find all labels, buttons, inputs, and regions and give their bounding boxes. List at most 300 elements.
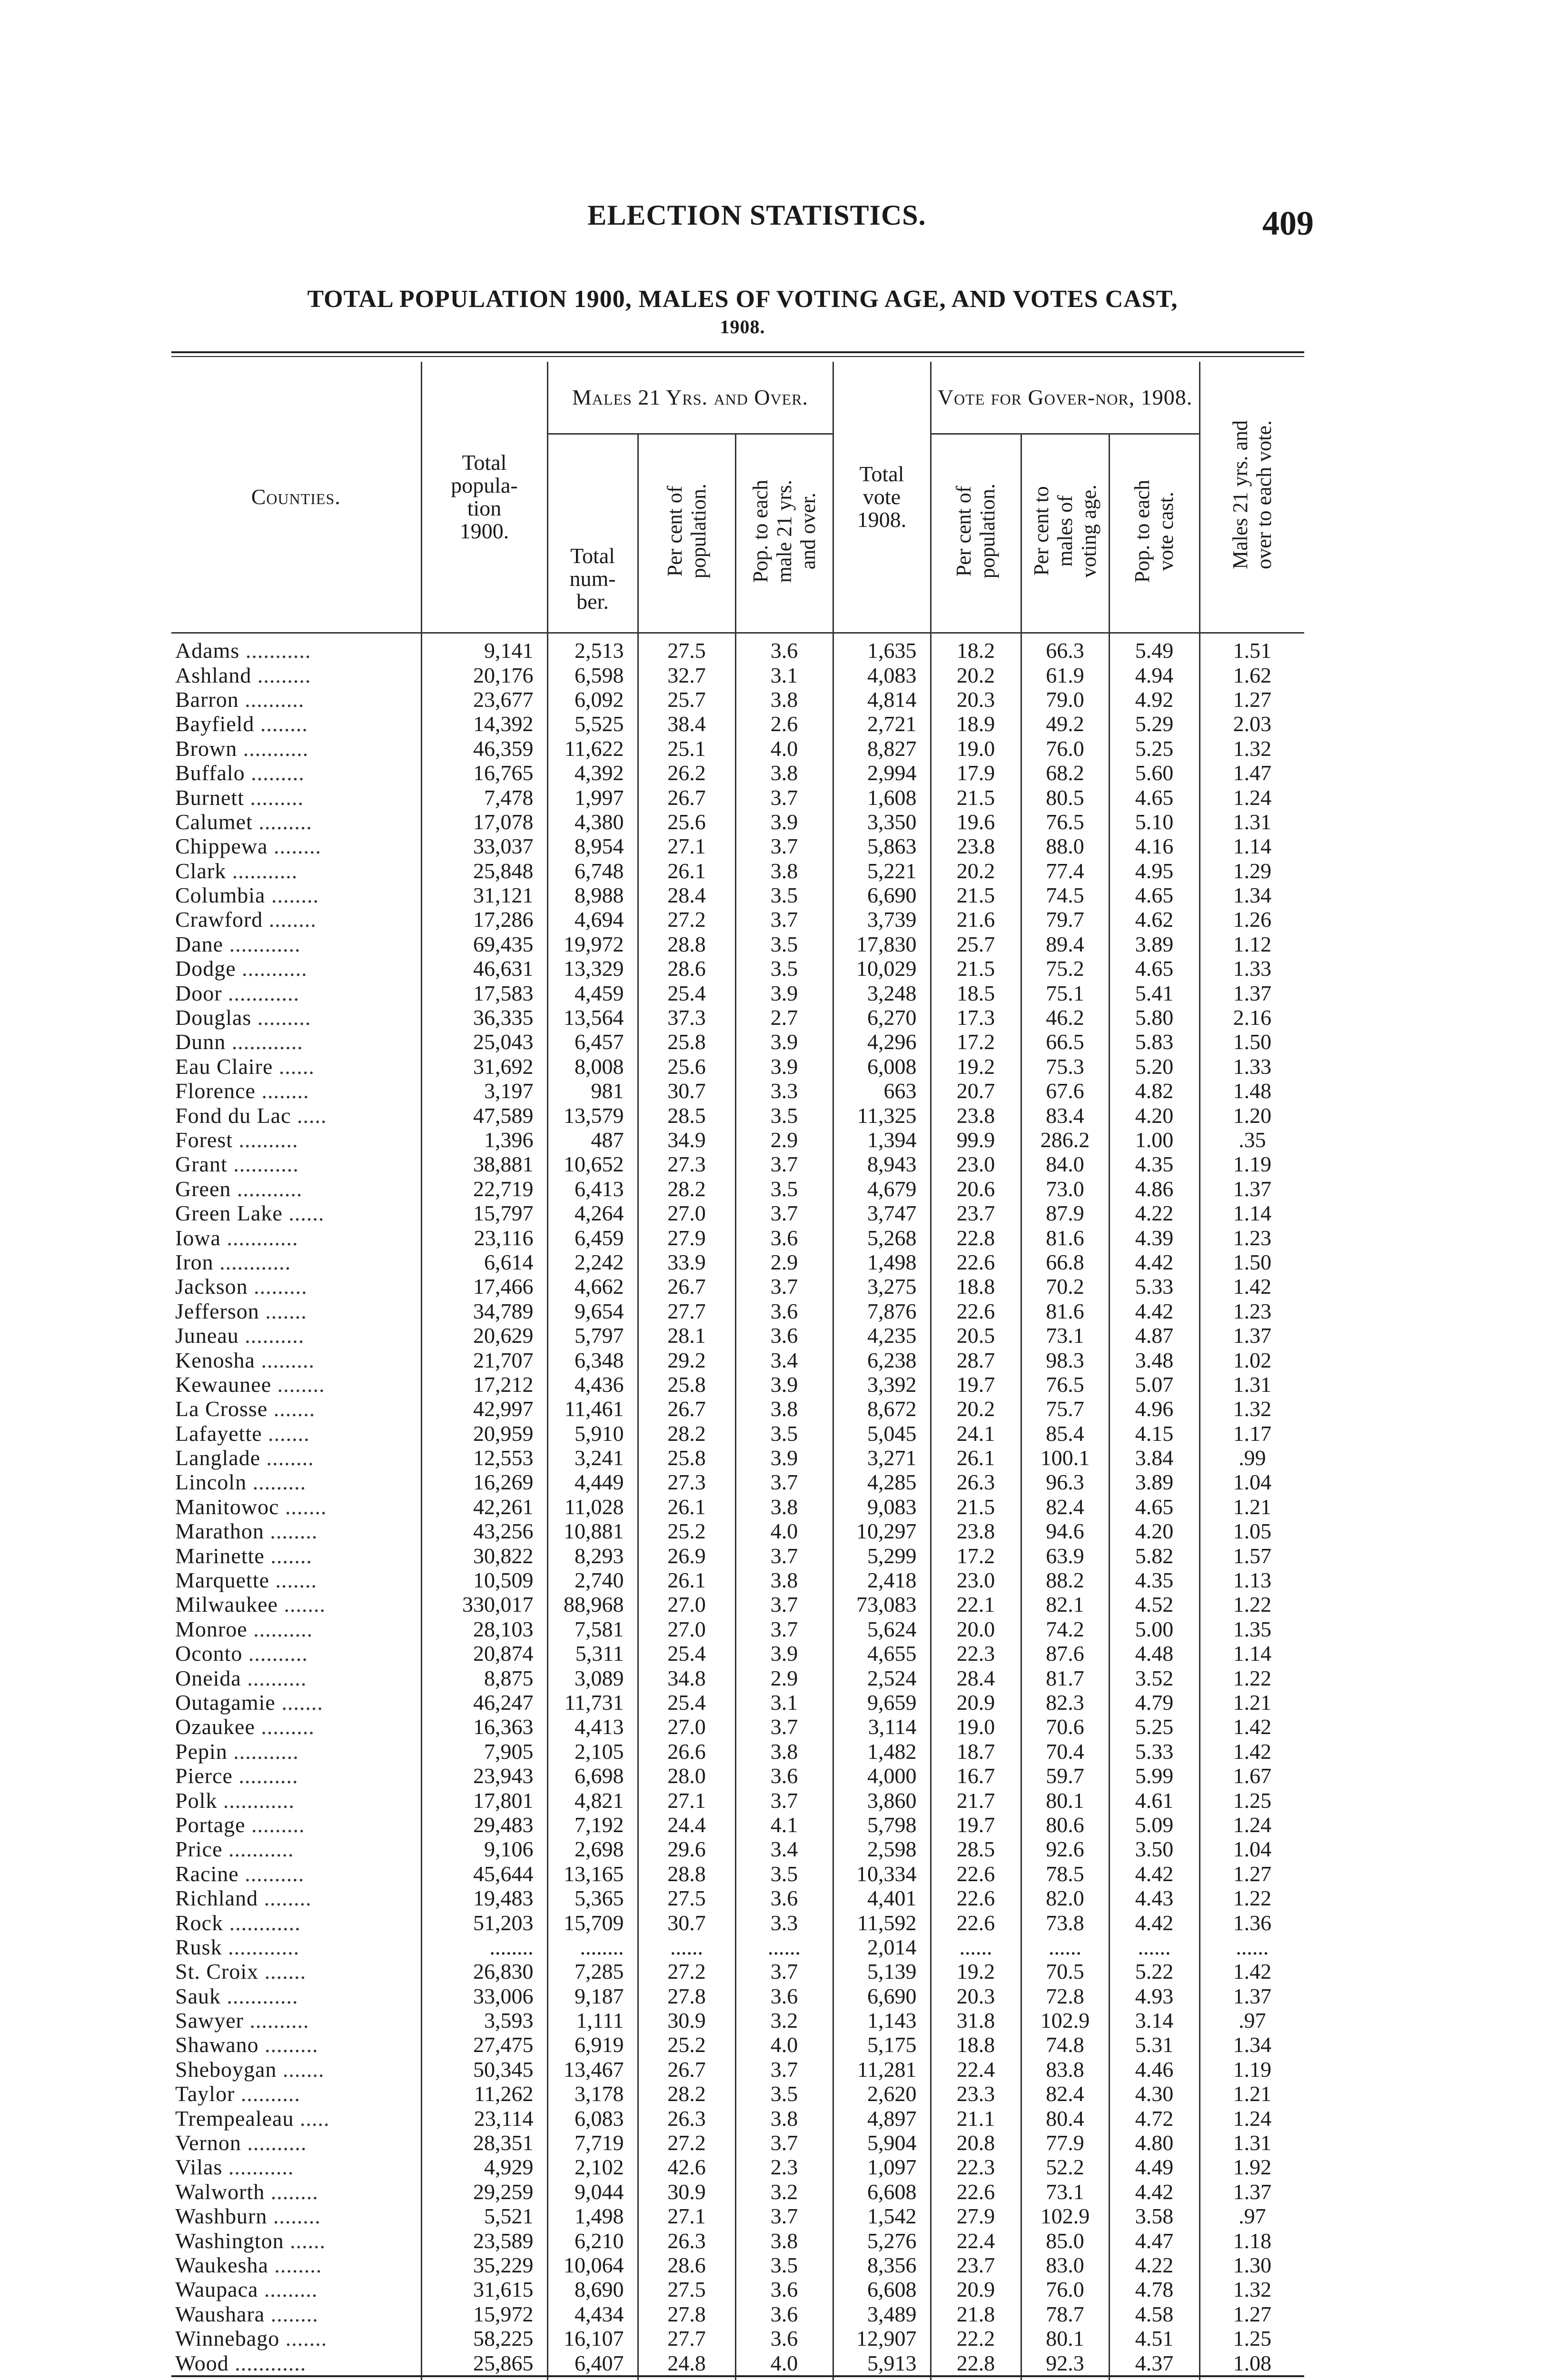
- total-population-cell: 22,719: [421, 1177, 547, 1201]
- total-vote-cell: 3,248: [833, 981, 931, 1005]
- gov-pop-ratio-cell: 4.79: [1109, 1690, 1199, 1715]
- table-row: [171, 932, 1304, 956]
- header-total-population: Total popula- tion 1900.: [421, 362, 547, 633]
- males-ratio-cell: 3.7: [735, 1715, 833, 1739]
- county-name: Lincoln .........: [175, 1470, 307, 1495]
- males-vote-ratio-cell: .97: [1199, 2204, 1304, 2228]
- total-population-cell: 330,017: [421, 1592, 547, 1616]
- males-percent-cell: 25.8: [638, 1446, 735, 1470]
- header-males-to-each-vote: Males 21 yrs. and over to each vote.: [1199, 362, 1304, 633]
- total-population-cell: 3,593: [421, 2008, 547, 2033]
- running-head: ELECTION STATISTICS.: [587, 199, 926, 231]
- total-population-cell: 7,478: [421, 785, 547, 809]
- males-total-cell: 6,348: [547, 1348, 638, 1372]
- males-total-cell: 9,187: [547, 1983, 638, 2008]
- males-vote-ratio-cell: .97: [1199, 2008, 1304, 2033]
- males-ratio-cell: 3.6: [735, 1299, 833, 1323]
- total-vote-cell: 2,721: [833, 712, 931, 736]
- total-vote-cell: 9,083: [833, 1495, 931, 1519]
- males-total-cell: 7,285: [547, 1959, 638, 1983]
- county-name: Eau Claire ......: [175, 1054, 315, 1079]
- gov-pop-ratio-cell: 4.95: [1109, 859, 1199, 883]
- table-row: [171, 1421, 1304, 1446]
- males-vote-ratio-cell: 1.23: [1199, 1225, 1304, 1250]
- males-ratio-cell: 3.9: [735, 1054, 833, 1079]
- total-vote-cell: 3,860: [833, 1788, 931, 1812]
- gov-percent-males-cell: 84.0: [1021, 1152, 1109, 1176]
- males-total-cell: 6,698: [547, 1764, 638, 1788]
- total-population-cell: 17,583: [421, 981, 547, 1005]
- males-vote-ratio-cell: 1.27: [1199, 2302, 1304, 2326]
- males-total-cell: 10,881: [547, 1519, 638, 1543]
- males-ratio-cell: 3.9: [735, 1446, 833, 1470]
- total-population-cell: 50,345: [421, 2057, 547, 2082]
- males-percent-cell: 27.3: [638, 1470, 735, 1494]
- males-ratio-cell: 4.0: [735, 736, 833, 761]
- gov-percent-males-cell: 82.4: [1021, 2082, 1109, 2106]
- males-ratio-cell: 3.7: [735, 1788, 833, 1812]
- males-total-cell: 4,264: [547, 1201, 638, 1225]
- leader-dots: .......: [264, 1543, 312, 1568]
- header-governor-group: Vote for Gover-nor, 1908.: [931, 362, 1199, 434]
- males-ratio-cell: 3.6: [735, 633, 833, 663]
- total-vote-cell: 7,876: [833, 1299, 931, 1323]
- gov-percent-pop-cell: 20.2: [931, 859, 1021, 883]
- county-name: Manitowoc .......: [175, 1494, 327, 1519]
- males-ratio-cell: 3.7: [735, 2057, 833, 2082]
- table-row: [171, 1054, 1304, 1079]
- table-row: [171, 2350, 1304, 2376]
- leader-dots: .......: [268, 1397, 316, 1421]
- table-footer: [171, 2376, 1304, 2380]
- county-name: Iron ............: [175, 1250, 291, 1274]
- leader-dots: ...........: [222, 1837, 294, 1862]
- leader-dots: ............: [228, 2350, 307, 2375]
- gov-pop-ratio-cell: 4.94: [1109, 663, 1199, 687]
- males-percent-cell: 28.5: [638, 1103, 735, 1127]
- total-vote-cell: 1,608: [833, 785, 931, 809]
- leader-dots: ........: [267, 2204, 321, 2229]
- males-vote-ratio-cell: 1.21: [1199, 2082, 1304, 2106]
- males-ratio-cell: 3.5: [735, 1862, 833, 1886]
- males-percent-cell: 25.1: [638, 736, 735, 761]
- gov-pop-ratio-cell: 5.33: [1109, 1274, 1199, 1299]
- males-vote-ratio-cell: 1.31: [1199, 810, 1304, 834]
- county-name: Sheboygan .......: [175, 2057, 325, 2082]
- gov-percent-males-cell: 75.7: [1021, 1397, 1109, 1421]
- males-percent-cell: 26.7: [638, 1274, 735, 1299]
- males-vote-ratio-cell: 1.34: [1199, 883, 1304, 907]
- males-total-cell: 5,910: [547, 1421, 638, 1446]
- males-ratio-cell: 3.7: [735, 2204, 833, 2228]
- gov-percent-pop-cell: 23.8: [931, 1103, 1021, 1127]
- leader-dots: .........: [245, 1812, 305, 1837]
- total-population-cell: 27,475: [421, 2033, 547, 2057]
- leader-dots: ..........: [233, 1128, 298, 1152]
- gov-pop-ratio-cell: 4.30: [1109, 2082, 1199, 2106]
- total-population-cell: 46,631: [421, 956, 547, 981]
- gov-percent-pop-cell: 18.8: [931, 1274, 1021, 1299]
- total-population-cell: 33,037: [421, 834, 547, 858]
- leader-dots: .......: [279, 1494, 327, 1519]
- gov-percent-pop-cell: 22.3: [931, 1641, 1021, 1666]
- total-population-cell: 20,176: [421, 663, 547, 687]
- males-percent-cell: 30.7: [638, 1079, 735, 1103]
- males-vote-ratio-cell: 1.37: [1199, 981, 1304, 1005]
- males-total-cell: ........: [547, 1935, 638, 1959]
- gov-pop-ratio-cell: 4.80: [1109, 2131, 1199, 2155]
- total-vote-cell: 3,392: [833, 1372, 931, 1397]
- males-ratio-cell: 3.9: [735, 981, 833, 1005]
- leader-dots: ...........: [222, 2155, 294, 2180]
- males-ratio-cell: 2.7: [735, 1005, 833, 1030]
- males-percent-cell: 29.2: [638, 1348, 735, 1372]
- county-name: Winnebago .......: [175, 2326, 327, 2351]
- total-gov-percent-cell: [931, 2376, 1021, 2380]
- males-percent-cell: 27.8: [638, 1983, 735, 2008]
- males-ratio-cell: 3.7: [735, 1152, 833, 1176]
- gov-pop-ratio-cell: 4.65: [1109, 956, 1199, 981]
- males-total-cell: 2,242: [547, 1250, 638, 1274]
- total-vote-cell: 3,739: [833, 907, 931, 932]
- leader-dots: ............: [222, 981, 300, 1005]
- leader-dots: ........: [254, 712, 308, 736]
- gov-percent-pop-cell: 18.2: [931, 633, 1021, 663]
- table-title: [171, 286, 1314, 341]
- males-percent-cell: 25.6: [638, 810, 735, 834]
- total-population-cell: 42,997: [421, 1397, 547, 1421]
- county-name: Columbia ........: [175, 883, 319, 908]
- gov-percent-males-cell: 61.9: [1021, 663, 1109, 687]
- header-males-percent: Per cent of population.: [638, 434, 735, 633]
- total-population-cell: 21,707: [421, 1348, 547, 1372]
- males-percent-cell: 25.7: [638, 687, 735, 712]
- county-name: Wood ............: [175, 2350, 307, 2375]
- table-row: [171, 785, 1304, 809]
- gov-percent-males-cell: 70.5: [1021, 1959, 1109, 1983]
- top-rule: [171, 351, 1304, 353]
- gov-pop-ratio-cell: 3.14: [1109, 2008, 1199, 2033]
- males-vote-ratio-cell: 1.19: [1199, 2057, 1304, 2082]
- gov-pop-ratio-cell: 4.62: [1109, 907, 1199, 932]
- county-name: Grant ...........: [175, 1152, 299, 1177]
- males-percent-cell: 28.2: [638, 1421, 735, 1446]
- males-ratio-cell: 3.7: [735, 834, 833, 858]
- males-ratio-cell: 4.0: [735, 1519, 833, 1543]
- gov-percent-males-cell: 286.2: [1021, 1128, 1109, 1152]
- county-name: Jackson .........: [175, 1274, 307, 1299]
- leader-dots: ..........: [238, 687, 305, 712]
- total-population-cell: 45,644: [421, 1862, 547, 1886]
- males-percent-cell: 25.8: [638, 1372, 735, 1397]
- gov-percent-pop-cell: 27.9: [931, 2204, 1021, 2228]
- county-name: Sawyer ..........: [175, 2008, 309, 2033]
- males-ratio-cell: 3.6: [735, 2326, 833, 2350]
- total-population-cell: 28,351: [421, 2131, 547, 2155]
- total-vote-cell: 5,139: [833, 1959, 931, 1983]
- gov-percent-males-cell: 77.9: [1021, 2131, 1109, 2155]
- gov-pop-ratio-cell: 5.83: [1109, 1030, 1199, 1054]
- males-vote-ratio-cell: 1.50: [1199, 1030, 1304, 1054]
- table-row: [171, 1519, 1304, 1543]
- gov-percent-males-cell: 52.2: [1021, 2155, 1109, 2179]
- males-percent-cell: 27.7: [638, 1299, 735, 1323]
- total-population-cell: 23,114: [421, 2106, 547, 2130]
- gov-percent-pop-cell: 21.6: [931, 907, 1021, 932]
- males-percent-cell: 28.2: [638, 1177, 735, 1201]
- males-percent-cell: 25.4: [638, 1690, 735, 1715]
- total-vote-cell: 11,592: [833, 1910, 931, 1934]
- table-title-year: 1908.: [720, 316, 765, 337]
- males-percent-cell: 26.3: [638, 2228, 735, 2252]
- total-vote-cell: 73,083: [833, 1592, 931, 1616]
- gov-percent-males-cell: 66.3: [1021, 633, 1109, 663]
- county-name: Outagamie .......: [175, 1690, 323, 1715]
- males-percent-cell: 32.7: [638, 663, 735, 687]
- total-population-cell: 17,286: [421, 907, 547, 932]
- total-population-cell: 29,483: [421, 1813, 547, 1837]
- gov-pop-ratio-cell: 5.49: [1109, 633, 1199, 663]
- males-total-cell: 8,690: [547, 2277, 638, 2301]
- total-vote-cell: 2,524: [833, 1666, 931, 1690]
- leader-dots: ...........: [227, 1152, 299, 1177]
- table-row: [171, 1103, 1304, 1127]
- males-total-cell: 19,972: [547, 932, 638, 956]
- males-percent-cell: 29.6: [638, 1837, 735, 1861]
- males-vote-ratio-cell: .99: [1199, 1446, 1304, 1470]
- males-percent-cell: 28.2: [638, 2082, 735, 2106]
- county-name: Kenosha .........: [175, 1348, 315, 1372]
- table-row: [171, 1617, 1304, 1641]
- gov-percent-pop-cell: 19.7: [931, 1372, 1021, 1397]
- gov-percent-males-cell: 94.6: [1021, 1519, 1109, 1543]
- gov-percent-pop-cell: 20.8: [931, 2131, 1021, 2155]
- males-ratio-cell: 3.8: [735, 1397, 833, 1421]
- gov-percent-males-cell: 66.5: [1021, 1030, 1109, 1054]
- gov-percent-males-cell: 73.0: [1021, 1177, 1109, 1201]
- males-percent-cell: 27.7: [638, 2326, 735, 2350]
- gov-percent-pop-cell: 21.5: [931, 883, 1021, 907]
- gov-percent-males-cell: 85.4: [1021, 1421, 1109, 1446]
- males-vote-ratio-cell: 1.13: [1199, 1568, 1304, 1592]
- males-ratio-cell: 3.6: [735, 1764, 833, 1788]
- gov-percent-males-cell: 79.0: [1021, 687, 1109, 712]
- males-ratio-cell: 3.5: [735, 932, 833, 956]
- males-total-cell: 7,192: [547, 1813, 638, 1837]
- total-population-cell: 9,141: [421, 633, 547, 663]
- males-percent-cell: 28.8: [638, 1862, 735, 1886]
- leader-dots: .......: [262, 1421, 310, 1446]
- total-vote-cell: 17,830: [833, 932, 931, 956]
- males-ratio-cell: 3.5: [735, 1103, 833, 1127]
- gov-percent-males-cell: 92.6: [1021, 1837, 1109, 1861]
- table-row: [171, 883, 1304, 907]
- county-name: Vernon ..........: [175, 2131, 307, 2155]
- total-population-cell: 42,261: [421, 1495, 547, 1519]
- county-name: Pierce ..........: [175, 1764, 298, 1788]
- table-row: [171, 1299, 1304, 1323]
- total-vote-cell: 5,299: [833, 1543, 931, 1567]
- leader-dots: .........: [251, 1005, 311, 1030]
- gov-percent-pop-cell: 17.2: [931, 1543, 1021, 1567]
- table-title-line: TOTAL POPULATION 1900, MALES OF VOTING AGE, AND VOTES CAST,: [307, 286, 1178, 313]
- total-population-cell: 33,006: [421, 1983, 547, 2008]
- gov-percent-pop-cell: 20.7: [931, 1079, 1021, 1103]
- county-name: Ozaukee .........: [175, 1715, 315, 1739]
- males-total-cell: 6,457: [547, 1030, 638, 1054]
- total-vote-cell: 6,270: [833, 1005, 931, 1030]
- total-vote-cell: 4,814: [833, 687, 931, 712]
- county-name: Door ............: [175, 981, 300, 1005]
- county-name: Juneau ..........: [175, 1323, 305, 1348]
- gov-percent-pop-cell: 22.4: [931, 2057, 1021, 2082]
- males-ratio-cell: 3.6: [735, 2302, 833, 2326]
- county-name: Brown ...........: [175, 736, 309, 761]
- males-ratio-cell: 3.9: [735, 1030, 833, 1054]
- males-ratio-cell: 4.0: [735, 2350, 833, 2376]
- males-vote-ratio-cell: 1.25: [1199, 2326, 1304, 2350]
- males-ratio-cell: 3.8: [735, 1739, 833, 1764]
- gov-pop-ratio-cell: ......: [1109, 1935, 1199, 1959]
- total-vote-cell: 10,029: [833, 956, 931, 981]
- table-row: [171, 859, 1304, 883]
- table-row: [171, 2057, 1304, 2082]
- gov-percent-males-cell: 80.4: [1021, 2106, 1109, 2130]
- header-gov-pop-to-each: Pop. to each vote cast.: [1109, 434, 1199, 633]
- males-percent-cell: 25.4: [638, 1641, 735, 1666]
- gov-percent-males-cell: 49.2: [1021, 712, 1109, 736]
- table-row: [171, 2106, 1304, 2130]
- leader-dots: ..........: [238, 1861, 305, 1886]
- gov-pop-ratio-cell: 4.96: [1109, 1397, 1199, 1421]
- table-row: [171, 1715, 1304, 1739]
- table-row: [171, 1592, 1304, 1616]
- gov-percent-males-cell: 82.3: [1021, 1690, 1109, 1715]
- county-name: Racine ..........: [175, 1861, 305, 1886]
- males-vote-ratio-cell: 1.31: [1199, 1372, 1304, 1397]
- leader-dots: ........: [255, 1079, 309, 1103]
- total-population-cell: 47,589: [421, 1103, 547, 1127]
- gov-percent-males-cell: 98.3: [1021, 1348, 1109, 1372]
- males-ratio-cell: 2.9: [735, 1250, 833, 1274]
- gov-percent-males-cell: 77.4: [1021, 859, 1109, 883]
- gov-pop-ratio-cell: 3.52: [1109, 1666, 1199, 1690]
- gov-percent-pop-cell: 22.6: [931, 1910, 1021, 1934]
- county-name: Washington ......: [175, 2228, 326, 2253]
- total-males-ratio-cell: [735, 2376, 833, 2380]
- total-population-cell: 36,335: [421, 1005, 547, 1030]
- table-row: [171, 1788, 1304, 1812]
- males-ratio-cell: 3.3: [735, 1910, 833, 1934]
- county-name: Barron ..........: [175, 687, 305, 712]
- gov-percent-males-cell: 59.7: [1021, 1764, 1109, 1788]
- leader-dots: ...........: [237, 736, 309, 761]
- total-vote-cell: 3,747: [833, 1201, 931, 1225]
- total-vote-cell: 4,897: [833, 2106, 931, 2130]
- males-percent-cell: 34.9: [638, 1128, 735, 1152]
- total-vote-cell: 2,014: [833, 1935, 931, 1959]
- males-vote-ratio-cell: 1.42: [1199, 1274, 1304, 1299]
- gov-percent-males-cell: 74.2: [1021, 1617, 1109, 1641]
- table-row: [171, 956, 1304, 981]
- leader-dots: .......: [269, 1568, 317, 1593]
- total-gov-males-cell: [1021, 2376, 1109, 2380]
- county-name: Walworth ........: [175, 2179, 318, 2204]
- total-vote-cell: 1,097: [833, 2155, 931, 2179]
- gov-percent-males-cell: 83.0: [1021, 2253, 1109, 2277]
- county-name: Portage .........: [175, 1812, 305, 1837]
- gov-pop-ratio-cell: 4.42: [1109, 1299, 1199, 1323]
- county-name: St. Croix .......: [175, 1959, 307, 1984]
- gov-pop-ratio-cell: 4.92: [1109, 687, 1199, 712]
- table-row: [171, 2204, 1304, 2228]
- total-population-cell: 38,881: [421, 1152, 547, 1176]
- males-total-cell: 5,525: [547, 712, 638, 736]
- county-name: Monroe ..........: [175, 1616, 313, 1641]
- gov-pop-ratio-cell: 4.42: [1109, 1910, 1199, 1934]
- males-vote-ratio-cell: 1.24: [1199, 785, 1304, 809]
- gov-percent-males-cell: 82.0: [1021, 1886, 1109, 1910]
- header-males-pop-to-each: Pop. to each male 21 yrs. and over.: [735, 434, 833, 633]
- total-population-cell: 34,789: [421, 1299, 547, 1323]
- total-vote-cell: 4,000: [833, 1764, 931, 1788]
- gov-percent-males-cell: 87.9: [1021, 1201, 1109, 1225]
- males-total-cell: 4,449: [547, 1470, 638, 1494]
- males-vote-ratio-cell: 1.22: [1199, 1592, 1304, 1616]
- gov-pop-ratio-cell: 4.20: [1109, 1519, 1199, 1543]
- table-row: [171, 1446, 1304, 1470]
- leader-dots: ........: [258, 1886, 312, 1911]
- county-name: Dodge ...........: [175, 956, 307, 981]
- males-total-cell: 13,165: [547, 1862, 638, 1886]
- gov-percent-males-cell: 85.0: [1021, 2228, 1109, 2252]
- males-total-cell: 11,731: [547, 1690, 638, 1715]
- gov-percent-pop-cell: 99.9: [931, 1128, 1021, 1152]
- males-ratio-cell: 2.6: [735, 712, 833, 736]
- gov-percent-males-cell: 88.0: [1021, 834, 1109, 858]
- males-percent-cell: 25.4: [638, 981, 735, 1005]
- total-males-cell: [547, 2376, 638, 2380]
- county-name: Marinette .......: [175, 1543, 312, 1568]
- males-total-cell: 6,598: [547, 663, 638, 687]
- gov-percent-pop-cell: 23.8: [931, 1519, 1021, 1543]
- males-total-cell: 3,241: [547, 1446, 638, 1470]
- county-name: Oconto ..........: [175, 1641, 308, 1666]
- total-vote-cell: 11,281: [833, 2057, 931, 2082]
- males-percent-cell: 27.3: [638, 1152, 735, 1176]
- gov-percent-pop-cell: 20.9: [931, 1690, 1021, 1715]
- gov-pop-ratio-cell: 5.41: [1109, 981, 1199, 1005]
- leader-dots: .........: [255, 1715, 315, 1739]
- total-population-cell: 10,509: [421, 1568, 547, 1592]
- total-population-cell: 46,247: [421, 1690, 547, 1715]
- males-vote-ratio-cell: 2.16: [1199, 1005, 1304, 1030]
- county-name: Price ...........: [175, 1837, 294, 1862]
- top-rule-thin: [171, 356, 1304, 357]
- gov-percent-pop-cell: 20.9: [931, 2277, 1021, 2301]
- total-vote-cell: [833, 2376, 931, 2380]
- county-name: Lafayette .......: [175, 1421, 310, 1446]
- table-row: [171, 2253, 1304, 2277]
- gov-percent-males-cell: 89.4: [1021, 932, 1109, 956]
- total-population-cell: 58,225: [421, 2326, 547, 2350]
- table-row: [171, 1959, 1304, 1983]
- county-name: Washburn ........: [175, 2204, 321, 2229]
- table-row: [171, 1495, 1304, 1519]
- total-population-cell: 43,256: [421, 1519, 547, 1543]
- males-ratio-cell: 3.9: [735, 1641, 833, 1666]
- table-row: [171, 1470, 1304, 1494]
